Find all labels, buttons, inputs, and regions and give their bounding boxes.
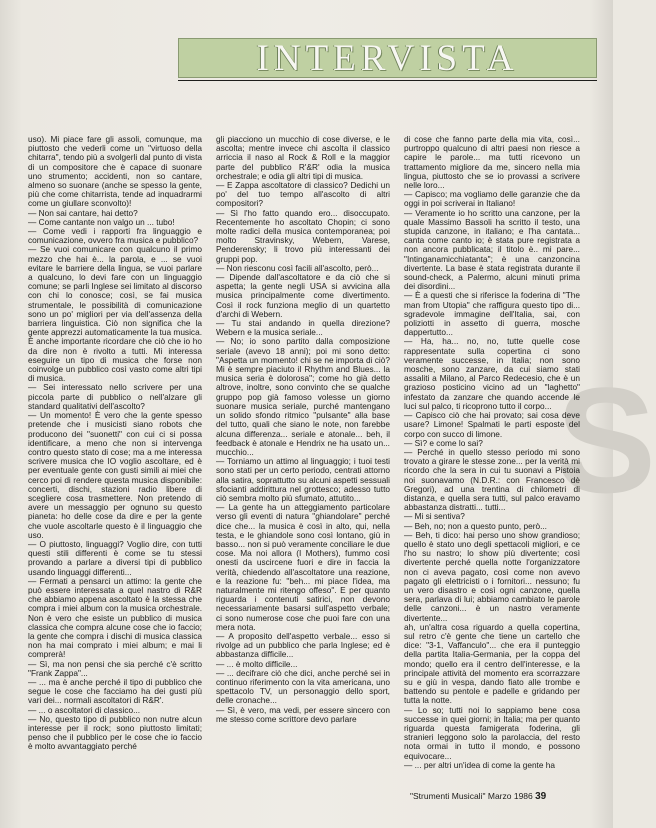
paragraph: — Non sai cantare, hai detto? — [28, 207, 138, 218]
text-column-2 — [216, 135, 390, 760]
text-column-3 — [404, 134, 580, 770]
paragraph: — Beh, ti dico: hai perso uno show grandioso; quello è stato uno degli spettacoli migliori, e ce l'ho su nastro; lo show più divertente; così divertente perché quella notte l'organizzatore non ci aveva pagato, così come non avevo pagato gli elettricisti o i fornitori... nessuno; fu un vero disastro e così ogni canzone, quella sera, parlava di lui; abbiamo cambiato le parole delle canzoni... è un nastro veramente divertente... — [404, 529, 580, 623]
paragraph: — Come vedi i rapporti fra linguaggio e comunicazione, ovvero fra musica e pubblico? — [28, 226, 202, 246]
paragraph: — Se vuoi comunicare con qualcuno il primo mezzo che hai è... la parola, e ... se vuoi evitare le barriere della lingua, se vuoi parlare a qualcuno, lo devi fare con un linguaggio comune; se parli Inglese sei limitato al discorso con chi lo conosce; così, se fai musica strumentale, le possibilità di comunicazione sono un po' migliori per via dell'assenza della barriera linguistica. Ciò non significa che la gente apprezzi automaticamente la tua musica. È anche importante ricordare che ciò che io ho da dire non è rivolto a tutti. Mi interessa eseguire un tipo di musica che forse non coinvolge un pubblico così vasto come altri tipi di musica. — [28, 244, 202, 384]
paragraph: — ... è molto difficile... — [216, 658, 298, 669]
paragraph: — ... per altri un'idea di come la gente ha — [404, 759, 556, 770]
magazine-name: "Strumenti Musicali" — [410, 791, 486, 801]
paragraph: — Sì, ma non pensi che sia perché c'è scritto "Frank Zappa"... — [28, 658, 202, 678]
paragraph: — No; io sono partito dalla composizione seriale (avevo 18 anni); poi mi sono detto: "Aspetta un momento! chi se ne importa di ciò? Mi è sempre piaciuto il Rhythm and Blues... la musica seria è dolorosa"; come ho già detto altrove, inoltre, sono convinto che se qualche gruppo pop già famoso volesse un giorno suonare musica seriale, purché mantengano un solido sfondo ritmico "pulsante" alla base del tutto, quali che siano le note, non farebbe alcuna differenza... seriale e atonale... beh, il feedback è atonale e Hendrix ne ha usato un... mucchio... — [216, 336, 390, 457]
paragraph: — Ha, ha... no, no, tutte quelle cose rappresentate sulla copertina ci sono veramente successe, in Italia; non sono mosche, sono zanzare, da cui siamo stati assaliti a Milano, al Parco Redecesio, che è un grazioso posticino vicino ad un "laghetto" infestato da zanzare che quando accende le luci sul palco, ti ricoprono tutto il corpo... — [404, 336, 580, 411]
paragraph: — Sì, è vero, ma vedi, per essere sincero con me stesso come scrittore devo parlare — [216, 704, 390, 724]
paragraph: — Sei interessato nello scrivere per una piccola parte di pubblico o nell'alzare gli standard qualitativi dell'ascolto? — [28, 382, 202, 411]
paragraph: — Mi si sentiva? — [404, 511, 465, 522]
paragraph: — Capisco ciò che hai provato; sai cosa deve usare? Limone! Spalmati le parti esposte del corpo con succo di limone. — [404, 410, 580, 439]
page-title: INTERVISTA — [256, 38, 519, 79]
paragraph: — È a questi che si riferisce la foderina di "The man from Utopia" che raffigura questo tipo di... sgradevole immagine dell'Italia, sai, con poliziotti in assetto di guerra, mosche dappertutto... — [404, 290, 580, 338]
paragraph: — Non riesconu così facili all'ascolto, però... — [216, 262, 379, 273]
paragraph: di cose che fanno parte della mia vita, così... purtroppo qualcuno di altri paesi non riesce a capire le parole... ma tutti ricevono un trattamento migliore da me, sincero nella mia lingua, piuttosto che se io provassi a scrivere nelle loro... — [404, 134, 580, 191]
paragraph: — Torniamo un attimo al linguaggio; i tuoi testi sono stati per un certo periodo, centrati attorno alla satira, soprattutto su alcuni aspetti sessuali sfocianti addirittura nel grottesco; adesso tutto ciò sembra molto più sfumato, attutito... — [216, 456, 390, 503]
paragraph: — Dipende dall'ascoltatore e da ciò che si aspetta; la gente negli USA si avvicina alla musica principalmente come divertimento. Così il rock funziona meglio di un quartetto d'archi di Webern. — [216, 272, 390, 319]
paragraph: — Beh, no; non a questo punto, però... — [404, 520, 547, 531]
paragraph: — Sì? e come lo sai? — [404, 437, 483, 448]
paragraph: — E Zappa ascoltatore di classico? Dedichi un po' del tuo tempo all'ascolto di altri compositori? — [216, 180, 390, 209]
page-footer — [410, 791, 546, 802]
issue-date: Marzo 1986 — [487, 791, 533, 801]
paragraph: — No, questo tipo di pubblico non nutre alcun interesse per il rock; sono piuttosto limitati; penso che il pubblico per le cose che io faccio è molto avvantaggiato perché — [28, 713, 202, 752]
paragraph: — Fermati a pensarci un attimo: la gente che può essere interessata a quel nastro di R&R che abbiamo appena ascoltato è la stessa che compra i miei album con la musica orchestrale. Non è vero che esiste un pubblico di musica classica che compra alcune cose che io faccio; la gente che compra i dischi di musica classica non ha mai comprato i miei album; e mai li comprerà! — [28, 575, 202, 660]
paragraph: — La gente ha un atteggiamento particolare verso gli eventi di natura "ghiandolare" perché dice che... la musica è così in alto, qui, nella testa, e le ghiandole sono così lontano, giù in basso... non si può veramente conciliare le due cose. Ma noi allora (I Mothers), fummo così onesti da uscircene fuori e dire in faccia la verità, chiedendo all'ascoltatore una reazione, e la reazione fu: "beh... mi piace l'idea, ma naturalmente mi ritengo offeso". E per quanto riguarda i contenuti satirici, non devono necessariamente basarsi sull'aspetto verbale; ci sono numerose cose che puoi fare con una mera nota. — [216, 502, 390, 632]
paragraph: — Tu stai andando in quella direzione? Webern e la musica seriale... — [216, 318, 390, 338]
paragraph: — ... decifrare ciò che dici, anche perché sei in continuo riferimento con la vita americana, uno spettacolo TV, un personaggio dello sport, delle cronache... — [216, 667, 390, 706]
paragraph: — Capisco; ma vogliamo delle garanzie che da oggi in poi scriverai in Italiano! — [404, 189, 580, 209]
paragraph: — Veramente io ho scritto una canzone, per la quale Massimo Bassoli ha scritto il testo, una stupida canzone, in italiano; e l'ha cantata... canta come canto io; è stata pure registrata a non ancora pubblicata; il titolo è.. mi pare... "Intinganamicchiatanta"; è una canzoncina divertente. La base è stata registrata durante il sound-check, a Palermo, alcuni minuti prima dei disordini... — [404, 207, 580, 292]
paragraph: — Perché in quello stesso periodo mi sono trovato a girare le stesse zone... per la verità mi ricordo che la sera in cui tu suonavi a Pistoia noi suonavamo (N.D.R.: con Francesco dè Gregori), ad una trentina di chilometri di distanza, e quella sera tutti, sul palco eravamo abbastanza distratti... tutti... — [404, 446, 580, 513]
paragraph: — A proposito dell'aspetto verbale... esso si rivolge ad un pubblico che parla Inglese; ed è abbastanza difficile... — [216, 630, 390, 660]
paragraph: uso). Mi piace fare gli assoli, comunque, ma piuttosto che vederli come un "virtuoso della chitarra", tendo più a svolgerli dal punto di vista di un compositore che è capace di suonare uno strumento; accidenti, non so cantare, almeno so suonare (anche se spesso la gente, più che come chitarrista, tende ad inquadrarmi come un giullare sconvolto)! — [28, 134, 202, 209]
paragraph: — Sì l'ho fatto quando ero... disoccupato. Recentemente ho ascoltato Chopin; ci sono molte radici della musica contemporanea; poi molto Stravinsky, Webern, Varese, Penderensky; li trovo più interessanti dei gruppi pop. — [216, 207, 390, 264]
paragraph: ah, un'altra cosa riguardo a quella copertina, sul retro c'è gente che tiene un cartello che dice: "3-1, Vaffanculo"... che era il punteggio della partita Italia-Germania, per la coppa del mondo; quello era il centro dell'interesse, e la principale attività del momento era scorrazzare su e giù in vespa, dando fiato alle trombe e battendo su pentole e padelle e gridando per tutta la notte. — [404, 621, 580, 706]
paragraph: — ... ma è anche perché il tipo di pubblico che segue le cose che facciamo ha dei gusti più vari dei... normali ascoltatori di R&R'. — [28, 676, 202, 706]
paragraph: — O piuttosto, linguaggi? Voglio dire, con tutti questi stili differenti è come se tu stessi provando a parlare a diversi tipi di pubblico usando linguaggi differenti... — [28, 538, 202, 577]
article-body — [28, 134, 602, 770]
paragraph: — Come cantante non valgo un ... tubo! — [28, 216, 175, 227]
text-column-1 — [28, 135, 202, 760]
next-page-bleed: S — [556, 356, 656, 524]
paragraph: — ... o ascoltatori di classico... — [28, 704, 141, 715]
paragraph: — Un momento! È vero che la gente spesso pretende che i musicisti siano robots che producono dei "suonetti" con cui ci si possa identificare, a meno che non si intervenga contro questo stato di cose; ma a me interessa scrivere musica che IO voglio ascoltare, ed è per eventuale gente con gusti simili ai miei che cerco poi di rendere questa musica disponibile: concerti, dischi, stazioni radio libere di scegliere cosa trasmettere. Non pretendo di avere un messaggio per ognuno su questo pianeta: ho delle cose da dire e per la gente che vuole ascoltarle questo è il linguaggio che uso. — [28, 410, 202, 540]
paragraph: gli piacciono un mucchio di cose diverse, e le ascolta; mentre invece chi ascolta il classico arriccia il naso al Rock & Roll e la maggior parte del pubblico R'&R' odia la musica orchestrale; e odia gli altri tipi di musica. — [216, 134, 390, 181]
page-number: 39 — [535, 791, 547, 802]
paragraph: — Lo so; tutti noi lo sappiamo bene cosa successe in quei giorni; in Italia; ma per quanto riguarda questa famigerata foderina, gli stranieri leggono solo la parolaccia, del resto nota ormai in tutto il mondo, e possono equivocare... — [404, 704, 580, 761]
title-rule — [178, 80, 597, 81]
